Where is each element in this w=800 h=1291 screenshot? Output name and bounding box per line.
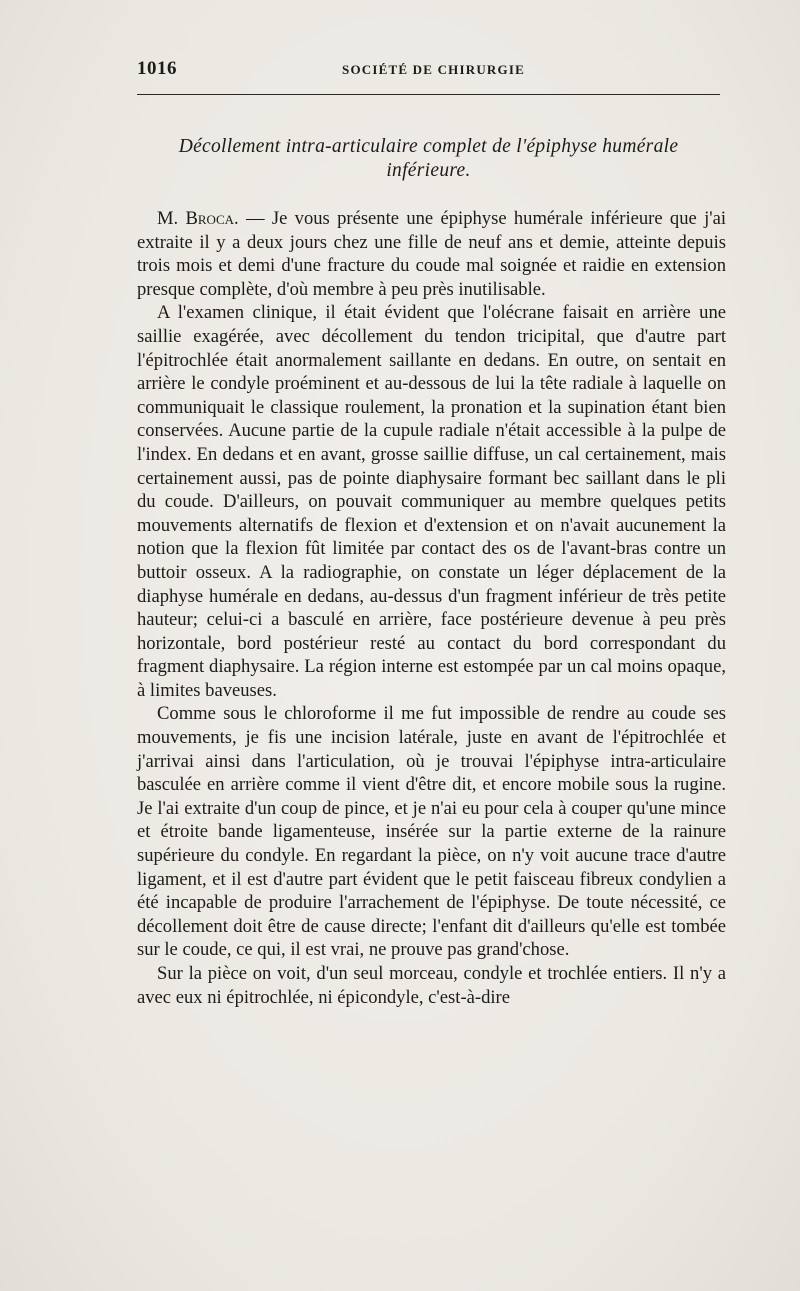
journal-name: SOCIÉTÉ DE CHIRURGIE	[342, 62, 525, 77]
header-rule	[137, 94, 720, 95]
paragraph: A l'examen clinique, il était évident que l'olécrane faisait en arrière une saillie exagérée, avec décollement du tendon tricipital, que d'autre part l'épitrochlée était anormalement saillante en dedans. En outre, on sentait en arrière le condyle proéminent et au-dessous de lui la tête radiale à laquelle on communiquait le classique roulement, la pronation et la supination étant bien conservées. Aucune partie de la cupule radiale n'était accessible à la pulpe de l'index. En dedans et en avant, grosse saillie diffuse, un cal certainement, mais certainement aussi, pas de pointe diaphysaire formant bec saillant dans le pli du coude. D'ailleurs, on pouvait communiquer au membre quelques petits mouvements alternatifs de flexion et d'extension et on n'avait aucunement la notion que la flexion fût limitée par contact des os de l'avant-bras contre un buttoir osseux. A la radiographie, on constate un léger déplacement de la diaphyse humérale en dedans, au-dessus d'un fragment inférieur de très petite hauteur; celui-ci a basculé en arrière, face postérieure devenue à peu près horizontale, bord postérieur resté au contact du bord correspondant du fragment diaphysaire. La région interne est estompée par un cal moins opaque, à limites baveuses.	[137, 302, 726, 701]
paragraph: Sur la pièce on voit, d'un seul morceau, condyle et trochlée entiers. Il n'y a avec eux ni épitrochlée, ni épicondyle, c'est-à-dire	[137, 963, 726, 1008]
speaker-name: M. Broca.	[157, 208, 239, 229]
paragraph	[137, 207, 726, 301]
paragraph: Comme sous le chloroforme il me fut impossible de rendre au coude ses mouvements, je fis une incision latérale, juste en avant de l'épitrochlée et j'arrivai ainsi dans l'articulation, où je trouvai l'épiphyse intra-articulaire basculée en arrière comme il vient d'être dit, et encore mobile sous la rugine. Je l'ai extraite d'un coup de pince, et je n'ai eu pour cela à couper qu'une mince et étroite bande ligamenteuse, insérée sur la partie externe de la rainure supérieure du condyle. En regardant la pièce, on n'y voit aucune trace d'autre ligament, et il est d'autre part évident que le petit faisceau fibreux condylien a été incapable de produire l'arrachement de l'épiphyse. De toute nécessité, ce décollement doit être de cause directe; l'enfant dit d'ailleurs qu'elle est tombée sur le coude, ce qui, il est vrai, ne prouve pas grand'chose.	[137, 703, 726, 961]
page-number: 1016	[137, 58, 177, 79]
running-head	[137, 58, 720, 84]
paragraph-text: — Je vous présente une épiphyse humérale inférieure que j'ai extraite il y a deux jours chez une fille de neuf ans et demie, atteinte depuis trois mois et demi d'une fracture du coude mal soignée et raidie en extension presque complète, d'où membre à peu près inutilisable.	[137, 208, 726, 300]
article-body	[137, 207, 726, 1009]
article-title: Décollement intra-articulaire complet de l'épiphyse humérale inférieure.	[178, 136, 679, 181]
